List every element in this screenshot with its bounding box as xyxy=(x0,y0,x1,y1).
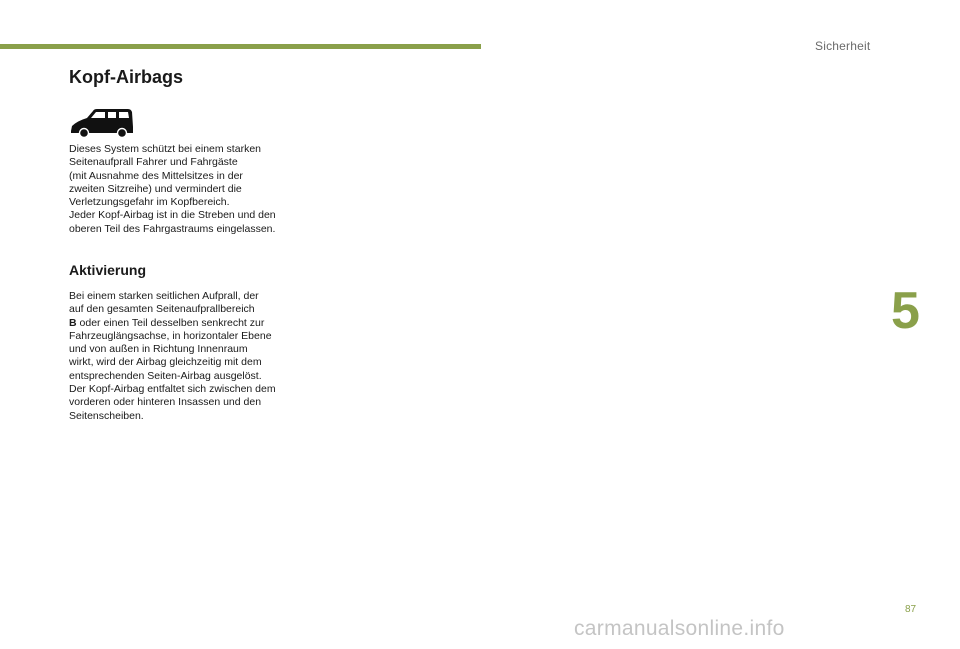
activation-line: Fahrzeuglängsachse, in horizontaler Ebene xyxy=(69,329,272,342)
activation-line: Seitenscheiben. xyxy=(69,409,144,422)
section-header: Sicherheit xyxy=(815,39,871,53)
intro-paragraph xyxy=(69,143,319,236)
car-icon xyxy=(68,106,134,140)
header-accent-bar xyxy=(0,44,481,49)
zone-label: B xyxy=(69,316,77,329)
intro-line: Verletzungsgefahr im Kopfbereich. xyxy=(69,196,230,209)
intro-line: zweiten Sitzreihe) und vermindert die xyxy=(69,182,242,195)
watermark: carmanualsonline.info xyxy=(574,617,785,640)
intro-line: (mit Ausnahme des Mittelsitzes in der xyxy=(69,169,243,182)
intro-line: Seitenaufprall Fahrer und Fahrgäste xyxy=(69,156,238,169)
activation-line: vorderen oder hinteren Insassen und den xyxy=(69,396,262,409)
activation-line: entsprechenden Seiten-Airbag ausgelöst. xyxy=(69,369,262,382)
activation-line: wirkt, wird der Airbag gleichzeitig mit dem xyxy=(69,356,262,369)
activation-line xyxy=(69,317,319,330)
activation-line-text: oder einen Teil desselben senkrecht zur xyxy=(79,316,265,329)
activation-line: und von außen in Richtung Innenraum xyxy=(69,343,248,356)
activation-heading: Aktivierung xyxy=(69,262,147,278)
chapter-number: 5 xyxy=(891,282,920,340)
page-number: 87 xyxy=(905,604,917,615)
activation-line: Der Kopf-Airbag entfaltet sich zwischen dem xyxy=(69,383,276,396)
intro-line: Dieses System schützt bei einem starken xyxy=(69,143,261,155)
activation-line: auf den gesamten Seitenaufprallbereich xyxy=(69,303,255,316)
intro-line: Jeder Kopf-Airbag ist in die Streben und den xyxy=(69,209,276,222)
activation-paragraph xyxy=(69,290,319,423)
page-title: Kopf-Airbags xyxy=(69,67,183,87)
intro-line: oberen Teil des Fahrgastraums eingelassen. xyxy=(69,222,276,235)
activation-line: Bei einem starken seitlichen Aufprall, der xyxy=(69,290,259,302)
